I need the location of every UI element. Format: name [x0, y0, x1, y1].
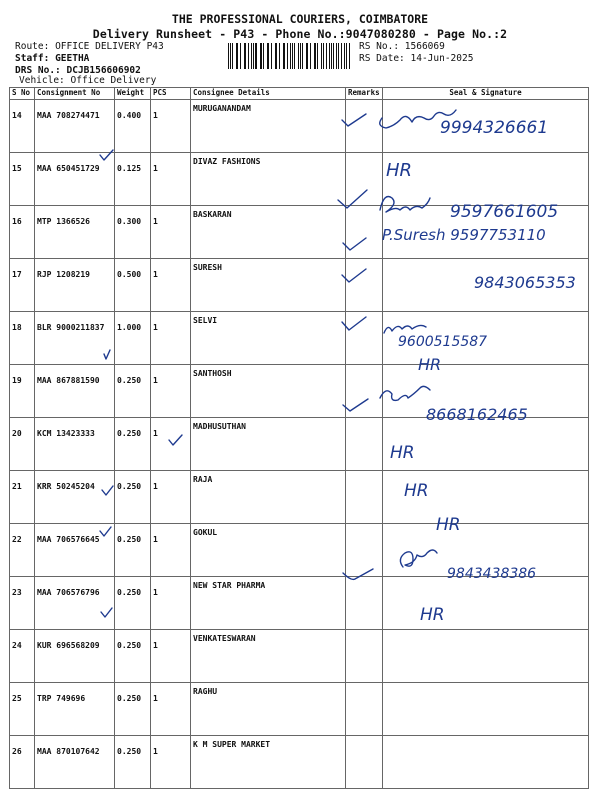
sno-cell: 16: [10, 206, 35, 259]
barcode-bar: [346, 43, 347, 69]
signature-cell: [383, 259, 589, 312]
weight-cell: 0.300: [115, 206, 151, 259]
sno-cell: 14: [10, 100, 35, 153]
col-header-sno: S No: [10, 88, 35, 100]
remarks-cell: [346, 630, 383, 683]
barcode-bar: [271, 43, 272, 69]
remarks-cell: [346, 206, 383, 259]
table-row: [10, 365, 589, 418]
consignee-cell: MADHUSUTHAN: [191, 418, 346, 471]
vehicle-line: [19, 75, 156, 86]
consignment-cell: KUR 696568209: [35, 630, 115, 683]
barcode-bar: [251, 43, 252, 69]
table-row: [10, 736, 589, 789]
pcs-cell: 1: [151, 312, 191, 365]
signature-cell: [383, 153, 589, 206]
signature-cell: [383, 365, 589, 418]
remarks-cell: [346, 577, 383, 630]
remarks-cell: [346, 365, 383, 418]
remarks-cell: [346, 736, 383, 789]
barcode-bar: [275, 43, 276, 69]
table-row: [10, 524, 589, 577]
pcs-cell: 1: [151, 153, 191, 206]
barcode-bar: [338, 43, 339, 69]
weight-cell: 0.250: [115, 736, 151, 789]
consignment-cell: MTP 1366526: [35, 206, 115, 259]
consignee-cell: RAJA: [191, 471, 346, 524]
signature-cell: [383, 100, 589, 153]
consignee-cell: DIVAZ FASHIONS: [191, 153, 346, 206]
col-header-consignment: Consignment No: [35, 88, 115, 100]
route-label: Route:: [15, 41, 50, 52]
col-header-weight: Weight: [115, 88, 151, 100]
barcode-bar: [294, 43, 295, 69]
weight-cell: 0.250: [115, 471, 151, 524]
pcs-cell: 1: [151, 683, 191, 736]
signature-cell: [383, 736, 589, 789]
remarks-cell: [346, 312, 383, 365]
table-row: [10, 153, 589, 206]
table-row: [10, 418, 589, 471]
route-value: OFFICE DELIVERY P43: [55, 41, 164, 52]
consignment-cell: KCM 13423333: [35, 418, 115, 471]
table-header-row: [10, 88, 589, 100]
table-row: [10, 206, 589, 259]
signature-cell: [383, 524, 589, 577]
pcs-cell: 1: [151, 259, 191, 312]
barcode-bar: [321, 43, 322, 69]
consignment-cell: MAA 650451729: [35, 153, 115, 206]
sno-cell: 20: [10, 418, 35, 471]
col-header-remarks: Remarks: [346, 88, 383, 100]
barcode-bar: [310, 43, 311, 69]
staff-label: Staff:: [15, 53, 50, 64]
sno-cell: 22: [10, 524, 35, 577]
barcode-bar: [263, 43, 264, 69]
weight-cell: 0.250: [115, 577, 151, 630]
remarks-cell: [346, 100, 383, 153]
pcs-cell: 1: [151, 736, 191, 789]
signature-text: 9994326661: [440, 118, 549, 138]
col-header-pcs: PCS: [151, 88, 191, 100]
company-title: THE PROFESSIONAL COURIERS, COIMBATORE: [171, 12, 429, 26]
barcode-bar: [298, 43, 299, 69]
weight-cell: 0.400: [115, 100, 151, 153]
remarks-cell: [346, 153, 383, 206]
table-row: [10, 630, 589, 683]
consignee-cell: NEW STAR PHARMA: [191, 577, 346, 630]
pcs-cell: 1: [151, 577, 191, 630]
signature-text: 9600515587: [398, 334, 488, 350]
table-row: [10, 100, 589, 153]
barcode-bar: [248, 43, 249, 69]
weight-cell: 0.250: [115, 524, 151, 577]
consignee-cell: SURESH: [191, 259, 346, 312]
signature-cell: [383, 630, 589, 683]
pcs-cell: 1: [151, 471, 191, 524]
pcs-cell: 1: [151, 100, 191, 153]
remarks-cell: [346, 524, 383, 577]
weight-cell: 0.250: [115, 683, 151, 736]
signature-cell: [383, 206, 589, 259]
consignment-cell: MAA 708274471: [35, 100, 115, 153]
consignee-cell: BASKARAN: [191, 206, 346, 259]
pcs-cell: 1: [151, 524, 191, 577]
vehicle-value: Office Delivery: [70, 75, 157, 86]
barcode-bar: [255, 43, 256, 69]
table-row: [10, 312, 589, 365]
table-row: [10, 577, 589, 630]
drs-value: DCJB156606902: [66, 65, 141, 76]
signature-cell: [383, 683, 589, 736]
remarks-cell: [346, 683, 383, 736]
barcode-bar: [329, 43, 330, 69]
barcode-bar: [237, 43, 238, 69]
consignee-cell: SELVI: [191, 312, 346, 365]
vehicle-label: Vehicle:: [19, 75, 65, 86]
runsheet-title: Delivery Runsheet - P43 - Phone No.:9047080280 - Page No.:2: [92, 27, 508, 41]
runsheet-table: [9, 87, 589, 789]
barcode-bar: [302, 43, 303, 69]
sno-cell: 15: [10, 153, 35, 206]
col-header-signature: Seal & Signature: [383, 88, 589, 100]
table-row: [10, 683, 589, 736]
signature-text: 8668162465: [426, 405, 528, 424]
consignment-cell: RJP 1208219: [35, 259, 115, 312]
signature-text: HR: [418, 355, 442, 374]
rs-date-label: RS Date:: [359, 53, 405, 64]
barcode-bar: [279, 43, 280, 69]
weight-cell: 1.000: [115, 312, 151, 365]
pcs-cell: 1: [151, 206, 191, 259]
consignment-cell: MAA 867881590: [35, 365, 115, 418]
rs-date-value: 14-Jun-2025: [410, 53, 474, 64]
barcode-bar: [284, 43, 285, 69]
signature-text: 9843065353: [474, 273, 576, 292]
signature-text: HR: [436, 515, 461, 535]
consignment-cell: TRP 749696: [35, 683, 115, 736]
sno-cell: 18: [10, 312, 35, 365]
consignment-cell: BLR 9000211837: [35, 312, 115, 365]
rs-no-line: [359, 41, 445, 52]
signature-text: HR: [420, 605, 445, 625]
rs-no-value: 1566069: [404, 41, 445, 52]
staff-value: GEETHA: [55, 53, 90, 64]
signature-cell: [383, 418, 589, 471]
consignment-cell: MAA 870107642: [35, 736, 115, 789]
staff-line: [15, 53, 89, 64]
consignee-cell: VENKATESWARAN: [191, 630, 346, 683]
consignee-cell: GOKUL: [191, 524, 346, 577]
signature-cell: [383, 577, 589, 630]
pcs-cell: 1: [151, 630, 191, 683]
drs-label: DRS No.:: [15, 65, 61, 76]
barcode-bar: [317, 43, 318, 69]
consignee-cell: SANTHOSH: [191, 365, 346, 418]
signature-text: 9843438386: [447, 566, 537, 582]
signature-text: HR: [390, 443, 415, 463]
sno-cell: 21: [10, 471, 35, 524]
sno-cell: 19: [10, 365, 35, 418]
route-line: [15, 41, 164, 52]
signature-text: 9597661605: [450, 202, 559, 222]
signature-cell: [383, 471, 589, 524]
consignment-cell: MAA 706576645: [35, 524, 115, 577]
barcode-bar: [336, 43, 337, 69]
barcode-bar: [236, 43, 237, 69]
weight-cell: 0.500: [115, 259, 151, 312]
table-row: [10, 471, 589, 524]
weight-cell: 0.250: [115, 365, 151, 418]
consignee-cell: MURUGANANDAM: [191, 100, 346, 153]
consignee-cell: K M SUPER MARKET: [191, 736, 346, 789]
signature-cell: [383, 312, 589, 365]
consignee-cell: RAGHU: [191, 683, 346, 736]
consignment-cell: MAA 706576796: [35, 577, 115, 630]
weight-cell: 0.250: [115, 418, 151, 471]
pcs-cell: 1: [151, 418, 191, 471]
signature-text: P.Suresh 9597753110: [382, 226, 546, 244]
signature-text: HR: [404, 481, 429, 501]
consignment-cell: KRR 50245204: [35, 471, 115, 524]
table-row: [10, 259, 589, 312]
sno-cell: 23: [10, 577, 35, 630]
remarks-cell: [346, 259, 383, 312]
barcode-image: [228, 43, 352, 69]
sno-cell: 25: [10, 683, 35, 736]
weight-cell: 0.250: [115, 630, 151, 683]
sno-cell: 17: [10, 259, 35, 312]
rs-no-label: RS No.:: [359, 41, 400, 52]
remarks-cell: [346, 471, 383, 524]
barcode-bar: [228, 43, 229, 69]
col-header-consignee: Consignee Details: [191, 88, 346, 100]
rs-date-line: [359, 53, 473, 64]
signature-text: HR: [386, 160, 413, 181]
weight-cell: 0.125: [115, 153, 151, 206]
sno-cell: 24: [10, 630, 35, 683]
remarks-cell: [346, 418, 383, 471]
pcs-cell: 1: [151, 365, 191, 418]
sno-cell: 26: [10, 736, 35, 789]
